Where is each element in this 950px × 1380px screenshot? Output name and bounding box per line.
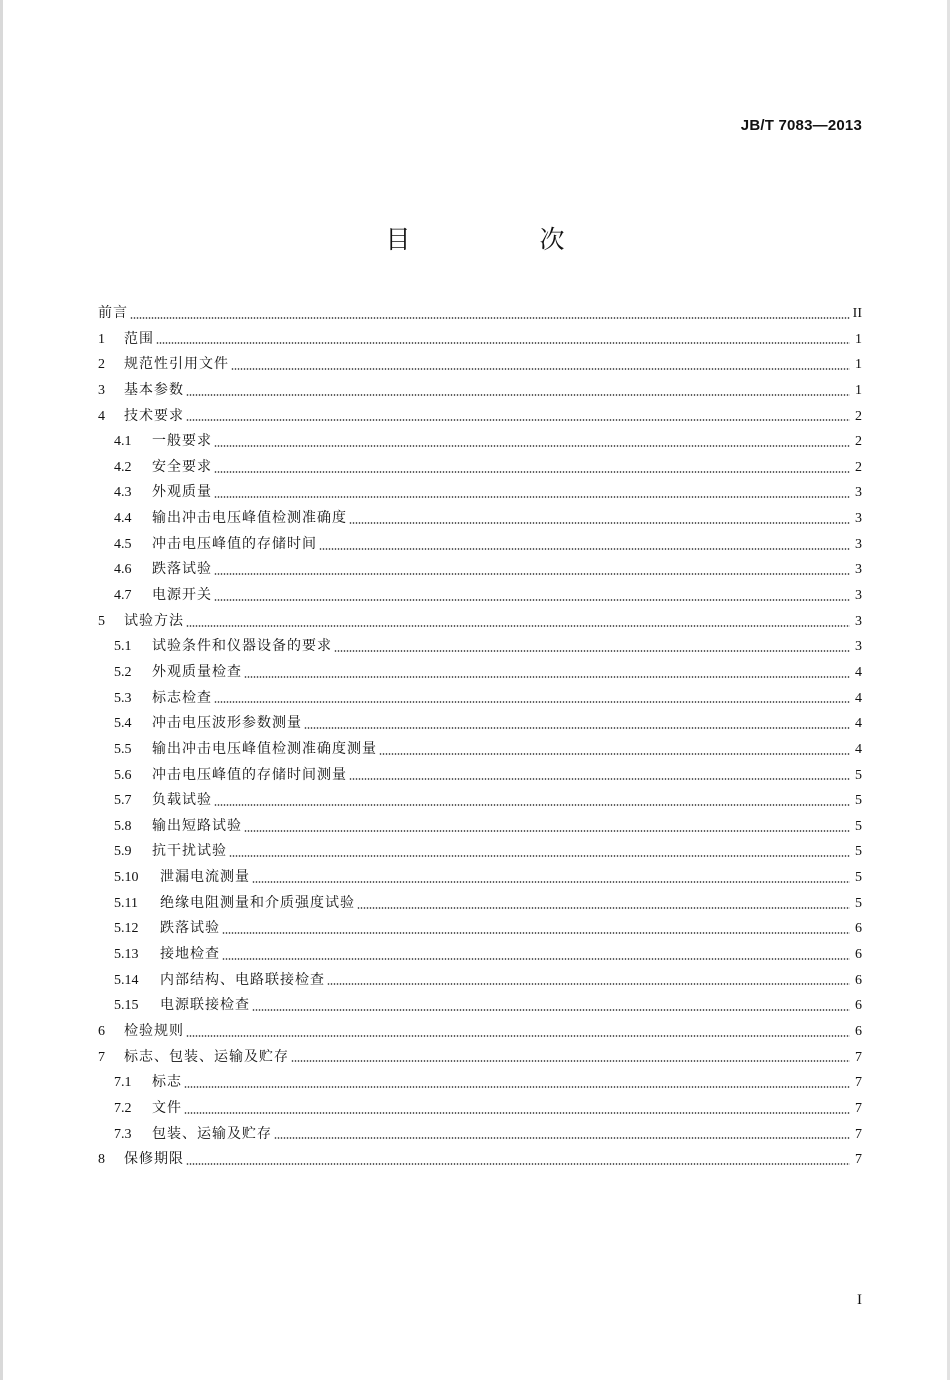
toc-entry-number: 7 [98,1049,105,1065]
toc-dot-leader [222,932,850,934]
toc-entry-number: 5.5 [114,741,132,757]
toc-entry-page: 4 [855,664,862,680]
toc-entry-page: 1 [855,331,862,347]
toc-entry-number: 5.6 [114,767,132,783]
toc-entry-label: 文件 [152,1099,182,1116]
toc-entry-page: 7 [855,1152,862,1168]
toc-entry-page: 3 [855,536,862,552]
toc-dot-leader [319,548,850,550]
toc-entry-label: 冲击电压峰值的存储时间测量 [152,766,347,783]
toc-entry-label: 输出冲击电压峰值检测准确度 [152,510,347,527]
toc-entry-page: 4 [855,716,862,732]
toc-entry-page: 2 [855,408,862,424]
toc-entry[interactable] [98,1096,862,1122]
toc-entry-number: 5.1 [114,639,132,655]
toc-entry-number: 4.5 [114,536,132,552]
toc-dot-leader [214,701,850,703]
toc-entry-number: 4.6 [114,562,132,578]
toc-entry-number: 5.7 [114,793,132,809]
toc-entry-label: 标志 [152,1074,182,1091]
toc-entry-label: 接地检查 [160,946,220,963]
toc-dot-leader [222,958,850,960]
toc-dot-leader [349,778,850,780]
toc-entry-page: 3 [855,588,862,604]
toc-entry-number: 4.4 [114,511,132,527]
toc-entry-label: 前言 [98,305,128,321]
toc-entry[interactable] [98,532,862,558]
toc-entry-number: 4.1 [114,434,132,450]
toc-entry-label: 输出冲击电压峰值检测准确度测量 [152,740,377,757]
toc-entry-page: 3 [855,485,862,501]
toc-entry-label: 负载试验 [152,792,212,809]
toc-entry-label: 内部结构、电路联接检查 [160,971,325,988]
toc-entry[interactable] [98,1147,862,1173]
toc-entry-number: 5.9 [114,844,132,860]
toc-entry[interactable] [98,583,862,609]
toc-entry[interactable] [98,711,862,737]
toc-dot-leader [186,419,850,421]
toc-entry[interactable] [98,865,862,891]
toc-entry-page: 5 [855,844,862,860]
toc-entry-number: 5.10 [114,870,139,886]
toc-entry[interactable] [98,557,862,583]
toc-dot-leader [349,522,850,524]
toc-entry-label: 绝缘电阻测量和介质强度试验 [160,894,355,911]
document-code: JB/T 7083—2013 [740,117,862,134]
toc-entry-label: 冲击电压峰值的存储时间 [152,535,317,552]
toc-entry-number: 8 [98,1152,105,1168]
toc-entry-label: 标志检查 [152,689,212,706]
toc-entry-page: 5 [855,870,862,886]
toc-entry[interactable] [98,378,862,404]
toc-entry-page: 2 [855,459,862,475]
toc-dot-leader [214,599,850,601]
toc-entry-number: 5.14 [114,972,139,988]
toc-entry-page: 3 [855,613,862,629]
toc-entry[interactable] [98,1019,862,1045]
toc-dot-leader [184,1086,850,1088]
toc-entry-number: 7.3 [114,1126,132,1142]
toc-entry-label: 检验规则 [124,1022,184,1039]
toc-entry[interactable] [98,891,862,917]
toc-entry[interactable] [98,788,862,814]
toc-entry[interactable] [98,968,862,994]
toc-entry-page: 7 [855,1075,862,1091]
toc-entry-label: 保修期限 [124,1151,184,1168]
toc-dot-leader [186,394,850,396]
toc-entry[interactable] [98,916,862,942]
toc-dot-leader [252,1009,850,1011]
toc-entry-page: 6 [855,947,862,963]
toc-dot-leader [214,445,850,447]
toc-entry-page: 6 [855,921,862,937]
toc-entry-page: 5 [855,818,862,834]
toc-entry[interactable] [98,993,862,1019]
toc-entry-label: 技术要求 [124,407,184,424]
toc-entry-number: 6 [98,1023,105,1039]
toc-dot-leader [214,573,850,575]
toc-entry-label: 泄漏电流测量 [160,869,250,886]
toc-entry-number: 5 [98,613,105,629]
toc-entry[interactable] [98,1070,862,1096]
toc-entry-number: 5.15 [114,998,139,1014]
toc-entry[interactable] [98,1045,862,1071]
toc-dot-leader [186,625,850,627]
toc-entry-label: 试验方法 [124,612,184,629]
toc-dot-leader [379,753,850,755]
toc-entry-number: 5.11 [114,895,138,911]
toc-entry[interactable] [98,814,862,840]
toc-entry-page: 6 [855,998,862,1014]
toc-entry-page: 6 [855,972,862,988]
toc-dot-leader [186,1035,850,1037]
toc-entry-label: 冲击电压波形参数测量 [152,715,302,732]
page-edge-left [0,0,3,1380]
toc-entry-number: 5.4 [114,716,132,732]
toc-entry[interactable] [98,429,862,455]
toc-entry-page: 3 [855,639,862,655]
toc-entry-page: 4 [855,741,862,757]
toc-entry-label: 包装、运输及贮存 [152,1125,272,1142]
toc-entry-label: 跌落试验 [152,561,212,578]
toc-entry-number: 2 [98,357,105,373]
toc-entry-number: 7.1 [114,1075,132,1091]
toc-entry-page: 3 [855,511,862,527]
toc-entry[interactable] [98,763,862,789]
toc-entry-label: 安全要求 [152,458,212,475]
toc-entry-number: 5.13 [114,947,139,963]
table-of-contents [98,301,862,1173]
toc-entry-page: 5 [855,793,862,809]
toc-entry-label: 输出短路试验 [152,817,242,834]
toc-entry-label: 抗干扰试验 [152,843,227,860]
toc-entry-number: 4 [98,408,105,424]
toc-entry-page: 7 [855,1126,862,1142]
toc-entry-label: 规范性引用文件 [124,356,229,373]
toc-entry-number: 1 [98,331,105,347]
toc-entry-label: 电源联接检查 [160,997,250,1014]
toc-dot-leader [304,727,850,729]
toc-entry[interactable] [98,506,862,532]
toc-dot-leader [186,1163,850,1165]
toc-dot-leader [357,907,850,909]
toc-entry[interactable] [98,942,862,968]
toc-dot-leader [184,1112,850,1114]
toc-entry-page: 5 [855,767,862,783]
toc-entry-label: 标志、包装、运输及贮存 [124,1048,289,1065]
toc-dot-leader [327,983,850,985]
toc-entry-label: 外观质量检查 [152,663,242,680]
toc-entry-number: 4.3 [114,485,132,501]
toc-entry-number: 5.8 [114,818,132,834]
toc-entry[interactable] [98,839,862,865]
toc-entry-number: 4.7 [114,588,132,604]
toc-entry[interactable] [98,301,862,327]
toc-entry-label: 基本参数 [124,381,184,398]
toc-entry-page: 7 [855,1100,862,1116]
toc-entry-page: 6 [855,1023,862,1039]
toc-entry-page: 4 [855,690,862,706]
toc-entry-number: 4.2 [114,459,132,475]
toc-entry[interactable] [98,634,862,660]
toc-entry[interactable] [98,480,862,506]
toc-entry-label: 范围 [124,330,154,347]
toc-entry-number: 5.12 [114,921,139,937]
toc-entry[interactable] [98,455,862,481]
toc-dot-leader [244,830,850,832]
toc-entry[interactable] [98,609,862,635]
toc-dot-leader [274,1137,850,1139]
toc-entry-number: 3 [98,382,105,398]
toc-dot-leader [291,1060,850,1062]
toc-dot-leader [244,676,850,678]
toc-dot-leader [252,881,850,883]
toc-dot-leader [156,342,850,344]
toc-entry-page: 1 [855,382,862,398]
toc-entry-label: 一般要求 [152,433,212,450]
toc-entry-page: 3 [855,562,862,578]
toc-entry-label: 外观质量 [152,484,212,501]
toc-dot-leader [214,804,850,806]
toc-dot-leader [214,496,850,498]
toc-entry-number: 7.2 [114,1100,132,1116]
toc-entry[interactable] [98,352,862,378]
toc-dot-leader [231,368,850,370]
toc-entry-label: 试验条件和仪器设备的要求 [152,638,332,655]
toc-entry-label: 电源开关 [152,587,212,604]
toc-entry-number: 5.3 [114,690,132,706]
toc-entry-page: 5 [855,895,862,911]
toc-entry[interactable] [98,686,862,712]
toc-entry[interactable] [98,660,862,686]
page-title: 目 次 [385,225,617,254]
toc-entry[interactable] [98,404,862,430]
toc-entry-page: 1 [855,357,862,373]
toc-entry[interactable] [98,737,862,763]
toc-entry-label: 跌落试验 [160,920,220,937]
toc-dot-leader [130,317,850,319]
toc-dot-leader [334,650,850,652]
toc-entry-page: II [852,306,862,321]
toc-entry-page: 7 [855,1049,862,1065]
toc-entry-number: 5.2 [114,664,132,680]
toc-dot-leader [214,471,850,473]
toc-entry[interactable] [98,1122,862,1148]
page-number: I [857,1292,862,1308]
toc-entry-page: 2 [855,434,862,450]
toc-entry[interactable] [98,327,862,353]
toc-dot-leader [229,855,850,857]
